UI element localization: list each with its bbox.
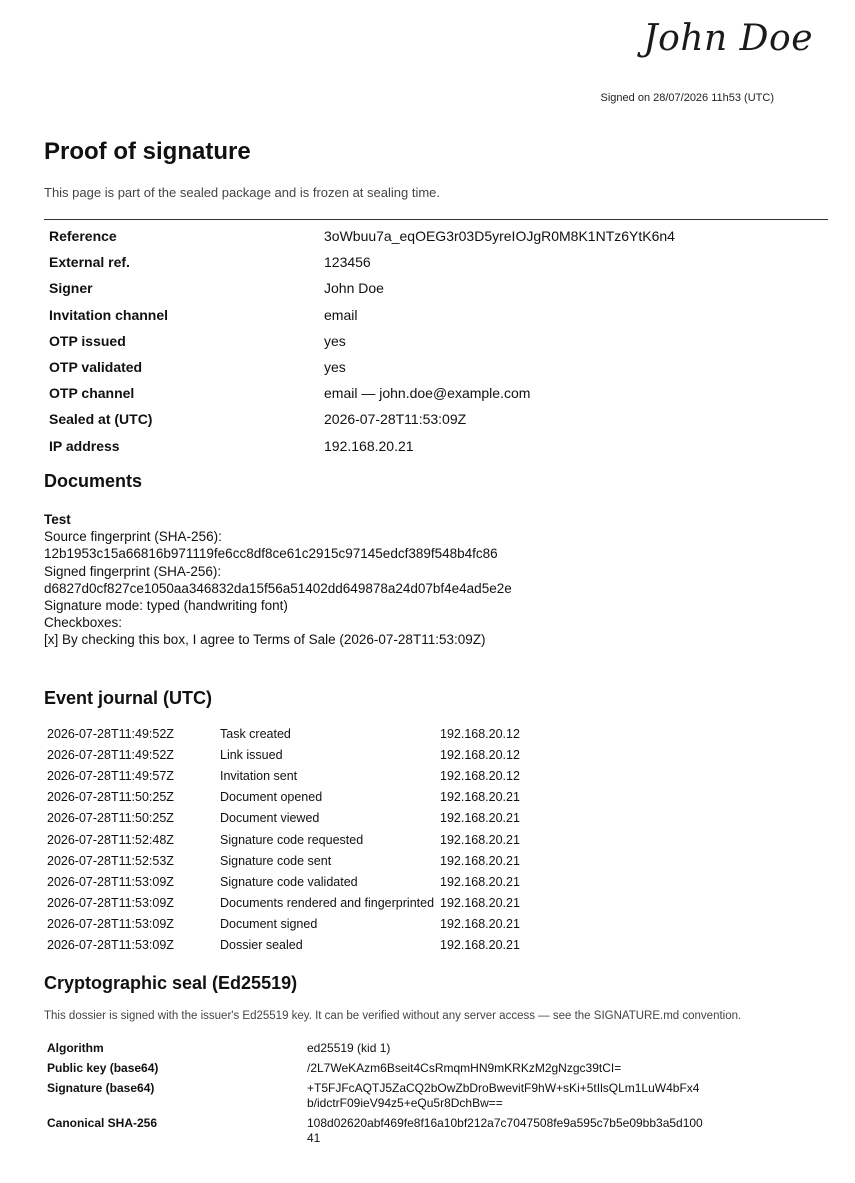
details-row-signer bbox=[44, 275, 828, 301]
event-name: Task created bbox=[220, 726, 291, 741]
event-time: 2026-07-28T11:50:25Z bbox=[47, 790, 174, 805]
event-ip: 192.168.20.21 bbox=[440, 917, 520, 932]
details-row-reference bbox=[44, 223, 828, 249]
details-row-sealed-at bbox=[44, 406, 828, 432]
seal-key: Algorithm bbox=[47, 1041, 104, 1055]
details-key: IP address bbox=[49, 437, 120, 454]
seal-key: Signature (base64) bbox=[47, 1081, 155, 1095]
details-key: Sealed at (UTC) bbox=[49, 411, 153, 428]
seal-row-signature bbox=[44, 1081, 804, 1111]
event-ip: 192.168.20.21 bbox=[440, 938, 520, 953]
event-ip: 192.168.20.21 bbox=[440, 896, 520, 911]
seal-value: +T5FJFcAQTJ5ZaCQ2bOwZbDroBwevitF9hW+sKi+5tIlsQLm1LuW4bFx4b/idctrF09ieV94z5+eQu5r8DchBw== bbox=[307, 1081, 700, 1110]
event-ip: 192.168.20.21 bbox=[440, 853, 520, 868]
table-row bbox=[44, 787, 560, 808]
details-value: yes bbox=[324, 359, 346, 376]
table-row bbox=[44, 914, 560, 935]
event-name: Link issued bbox=[220, 747, 283, 762]
details-value: email bbox=[324, 306, 358, 323]
checkbox-item: [x] By checking this box, I agree to Terms of Sale (2026-07-28T11:53:09Z) bbox=[44, 632, 486, 648]
details-row-otp-channel bbox=[44, 380, 828, 406]
table-row bbox=[44, 829, 560, 850]
event-time: 2026-07-28T11:53:09Z bbox=[47, 896, 174, 911]
table-row bbox=[44, 850, 560, 871]
page-intro: This page is part of the sealed package and is frozen at sealing time. bbox=[44, 185, 441, 200]
details-row-otp-issued bbox=[44, 328, 828, 354]
event-time: 2026-07-28T11:53:09Z bbox=[47, 874, 174, 889]
signed-fingerprint-hash: d6827d0cf827ce1050aa346832da15f56a51402dd649878a24d07bf4e4ad5e2e bbox=[44, 580, 512, 596]
details-key: OTP validated bbox=[49, 359, 143, 376]
event-ip: 192.168.20.21 bbox=[440, 874, 520, 889]
table-row bbox=[44, 935, 560, 956]
details-row-invitation-channel bbox=[44, 302, 828, 328]
page-title: Proof of signature bbox=[44, 138, 251, 165]
details-row-otp-validated bbox=[44, 354, 828, 380]
seal-value: /2L7WeKAzm6Bseit4CsRmqmHN9mKRKzM2gNzgc39tCI= bbox=[307, 1061, 622, 1075]
event-ip: 192.168.20.12 bbox=[440, 768, 520, 783]
divider bbox=[44, 219, 828, 220]
event-time: 2026-07-28T11:49:52Z bbox=[47, 747, 174, 762]
seal-table bbox=[44, 1041, 804, 1151]
event-time: 2026-07-28T11:52:48Z bbox=[47, 832, 174, 847]
details-value: email — john.doe@example.com bbox=[324, 385, 531, 402]
event-ip: 192.168.20.12 bbox=[440, 747, 520, 762]
seal-value: 108d02620abf469fe8f16a10bf212a7c7047508fe9a595c7b5e09bb3a5d10041 bbox=[307, 1116, 703, 1145]
table-row bbox=[44, 871, 560, 892]
details-key: Reference bbox=[49, 228, 117, 245]
details-key: OTP channel bbox=[49, 385, 135, 402]
table-row bbox=[44, 723, 560, 744]
signature-name: John Doe bbox=[643, 18, 813, 59]
source-fingerprint-label: Source fingerprint (SHA-256): bbox=[44, 529, 222, 545]
details-row-external-ref bbox=[44, 249, 828, 275]
event-ip: 192.168.20.21 bbox=[440, 832, 520, 847]
signed-on-date: Signed on 28/07/2026 11h53 (UTC) bbox=[600, 92, 774, 104]
table-row bbox=[44, 765, 560, 786]
event-journal-table bbox=[44, 723, 560, 956]
details-value: 192.168.20.21 bbox=[324, 437, 414, 454]
checkboxes-label: Checkboxes: bbox=[44, 615, 123, 631]
signed-fingerprint-label: Signed fingerprint (SHA-256): bbox=[44, 563, 222, 579]
event-name: Documents rendered and fingerprinted bbox=[220, 896, 435, 911]
table-row bbox=[44, 893, 560, 914]
details-value: 123456 bbox=[324, 254, 371, 271]
details-value: yes bbox=[324, 332, 346, 349]
seal-key: Canonical SHA-256 bbox=[47, 1116, 158, 1130]
seal-intro: This dossier is signed with the issuer's Ed25519 key. It can be verified without any server access — see the SIGNATURE.md convention. bbox=[44, 1010, 742, 1022]
document-entry bbox=[44, 511, 512, 649]
seal-row-public-key bbox=[44, 1061, 804, 1076]
event-time: 2026-07-28T11:50:25Z bbox=[47, 811, 174, 826]
event-name: Document signed bbox=[220, 917, 318, 932]
details-key: Invitation channel bbox=[49, 306, 169, 323]
signature-mode: Signature mode: typed (handwriting font) bbox=[44, 598, 288, 614]
table-row bbox=[44, 808, 560, 829]
event-time: 2026-07-28T11:52:53Z bbox=[47, 853, 174, 868]
event-name: Document opened bbox=[220, 790, 323, 805]
source-fingerprint-hash: 12b1953c15a66816b971119fe6cc8df8ce61c2915c97145edcf389f548b4fc86 bbox=[44, 546, 498, 562]
event-ip: 192.168.20.12 bbox=[440, 726, 520, 741]
details-key: External ref. bbox=[49, 254, 130, 271]
event-ip: 192.168.20.21 bbox=[440, 790, 520, 805]
event-name: Invitation sent bbox=[220, 768, 298, 783]
event-time: 2026-07-28T11:53:09Z bbox=[47, 938, 174, 953]
document-name: Test bbox=[44, 512, 71, 527]
journal-heading: Event journal (UTC) bbox=[44, 688, 213, 708]
event-name: Signature code sent bbox=[220, 853, 332, 868]
details-table bbox=[44, 223, 828, 459]
event-name: Signature code validated bbox=[220, 874, 358, 889]
table-row bbox=[44, 744, 560, 765]
seal-value: ed25519 (kid 1) bbox=[307, 1041, 391, 1055]
seal-heading: Cryptographic seal (Ed25519) bbox=[44, 973, 298, 993]
event-time: 2026-07-28T11:53:09Z bbox=[47, 917, 174, 932]
details-row-ip-address bbox=[44, 433, 828, 459]
event-name: Signature code requested bbox=[220, 832, 364, 847]
details-value: 2026-07-28T11:53:09Z bbox=[324, 411, 467, 428]
event-time: 2026-07-28T11:49:57Z bbox=[47, 768, 174, 783]
details-key: OTP issued bbox=[49, 332, 126, 349]
event-time: 2026-07-28T11:49:52Z bbox=[47, 726, 174, 741]
details-key: Signer bbox=[49, 280, 93, 297]
details-value: 3oWbuu7a_eqOEG3r03D5yreIOJgR0M8K1NTz6YtK6n4 bbox=[324, 228, 675, 245]
seal-row-algorithm bbox=[44, 1041, 804, 1056]
event-name: Dossier sealed bbox=[220, 938, 303, 953]
seal-row-canonical-sha bbox=[44, 1116, 804, 1146]
event-ip: 192.168.20.21 bbox=[440, 811, 520, 826]
documents-heading: Documents bbox=[44, 471, 143, 491]
event-name: Document viewed bbox=[220, 811, 320, 826]
seal-key: Public key (base64) bbox=[47, 1061, 159, 1075]
details-value: John Doe bbox=[324, 280, 384, 297]
